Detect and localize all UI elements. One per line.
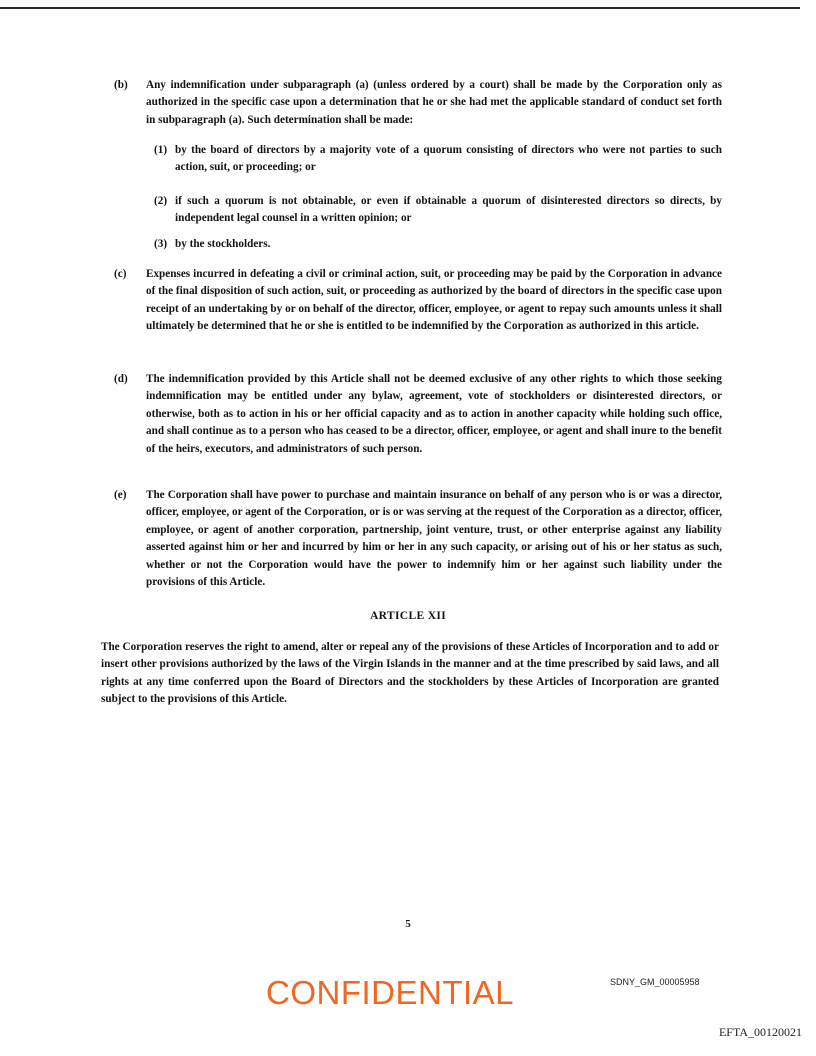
subitem-3-text: by the stockholders. [175, 238, 271, 250]
confidential-stamp: CONFIDENTIAL [266, 974, 515, 1011]
paragraph-c [114, 266, 722, 336]
paragraph-b-label: (b) [114, 79, 128, 91]
paragraph-b-text: Any indemnification under subparagraph (a) (unless ordered by a court) shall be made by the Corporation only as authorized in the specific case upon a determination that he or she had met the applicable standard of conduct set forth in subparagraph (a). Such determination shall be made: [146, 79, 722, 126]
paragraph-e-text: The Corporation shall have power to purchase and maintain insurance on behalf of any person who is or was a director, officer, employee, or agent of the Corporation, or is or was serving at the request of the Corporation as a director, officer, employee, or agent of another corporation, partnership, joint venture, trust, or other enterprise against any liability asserted against him or her and incurred by him or her in any such capacity, or arising out of his or her status as such, whether or not the Corporation would have the power to indemnify him or her against such liability under the provisions of this Article. [146, 489, 722, 589]
paragraph-c-text: Expenses incurred in defeating a civil or criminal action, suit, or proceeding may be paid by the Corporation in advance of the final disposition of such action, suit, or proceeding as authorized by the board of directors in the specific case upon receipt of an undertaking by or on behalf of the director, officer, employee, or agent to repay such amounts unless it shall ultimately be determined that he or she is entitled to be indemnified by the Corporation as authorized in this article. [146, 268, 722, 333]
page-number: 5 [405, 918, 411, 930]
subitem-1 [154, 142, 722, 177]
subitem-1-number: (1) [154, 144, 168, 156]
subitem-2-number: (2) [154, 195, 168, 207]
subitem-2 [154, 193, 722, 228]
subitem-3 [154, 236, 722, 253]
subitem-1-text: by the board of directors by a majority vote of a quorum consisting of directors who were not parties to such action, suit, or proceeding; or [175, 144, 722, 174]
subitem-2-text: if such a quorum is not obtainable, or even if obtainable a quorum of disinterested directors so directs, by independent legal counsel in a written opinion; or [175, 195, 722, 225]
article-paragraph: The Corporation reserves the right to amend, alter or repeal any of the provisions of these Articles of Incorporation and to add or insert other provisions authorized by the laws of the Virgin Islands in the manner and at the time prescribed by said laws, and all rights at any time conferred upon the Board of Directors and the stockholders by these Articles of Incorporation are granted subject to the provisions of this Article. [101, 641, 719, 706]
paragraph-d-text: The indemnification provided by this Article shall not be deemed exclusive of any other rights to which those seeking indemnification may be entitled under any bylaw, agreement, vote of stockholders or disinterested directors, or otherwise, both as to action in his or her official capacity and as to action in another capacity while holding such office, and shall continue as to a person who has ceased to be a director, officer, employee, or agent and shall inure to the benefit of the heirs, executors, and administrators of such person. [146, 373, 722, 455]
bates-number: SDNY_GM_00005958 [610, 977, 700, 987]
top-rule [0, 7, 800, 9]
paragraph-d-label: (d) [114, 373, 128, 385]
paragraph-b [114, 77, 722, 129]
paragraph-e [114, 487, 722, 591]
subitem-3-number: (3) [154, 238, 168, 250]
efta-number: EFTA_00120021 [718, 1025, 802, 1039]
paragraph-d [114, 371, 722, 458]
paragraph-c-label: (c) [114, 268, 127, 280]
article-heading: ARTICLE XII [369, 609, 446, 622]
paragraph-e-label: (e) [114, 489, 127, 501]
